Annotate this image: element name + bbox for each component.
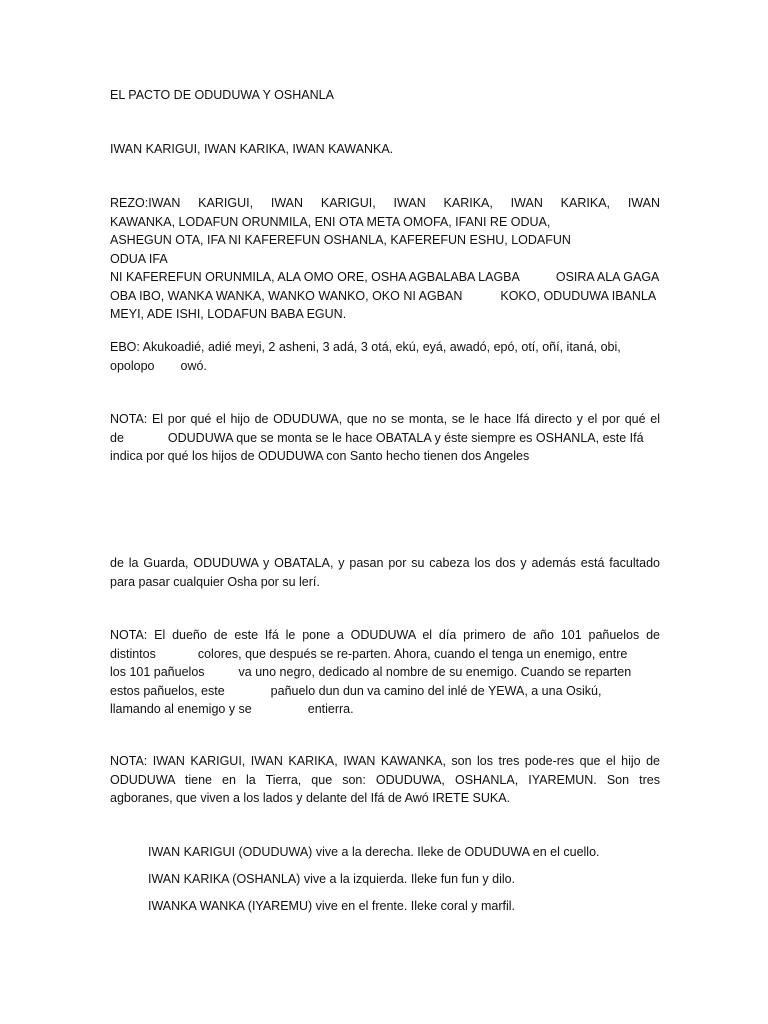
nota-1-text: de [110, 430, 124, 445]
rezo-text: ODUA IFA [110, 251, 168, 266]
rezo-line [110, 231, 660, 268]
nota-2-text: va uno negro, dedicado al nombre de su enemigo. Cuando se reparten [238, 665, 632, 679]
rezo-text: ASHEGUN OTA, IFA NI KAFEREFUN OSHANLA, KAFEREFUN ESHU, LODAFUN [110, 233, 571, 247]
nota-1-line: indica por qué los hijos de ODUDUWA con Santo hecho tienen dos Angeles [110, 449, 530, 463]
nota-2-text: pañuelo dun dun va camino del inlé de YEWA, a una Osikú, [270, 683, 602, 698]
nota-2-line [110, 700, 660, 719]
nota-2-line [110, 645, 660, 664]
nota-1-continuation [110, 554, 660, 591]
rezo-line [110, 268, 660, 287]
list-item: IWANKA WANKA (IYAREMU) vive en el frente. Ileke coral y marfil. [148, 899, 515, 913]
section-subtitle: IWAN KARIGUI, IWAN KARIKA, IWAN KAWANKA. [110, 142, 394, 156]
ebo-text: opolopo [110, 358, 155, 373]
nota-2-text: distintos [110, 646, 156, 661]
nota-2-text: colores, que después se re-parten. Ahora, cuando el tenga un enemigo, entre [197, 646, 628, 661]
rezo-text: NI KAFEREFUN ORUNMILA, ALA OMO ORE, OSHA AGBALABA LAGBA [110, 270, 520, 284]
ebo-line: EBO: Akukoadié, adié meyi, 2 asheni, 3 adá, 3 otá, ekú, eyá, awadó, epó, otí, oñí, itaná, obi, [110, 340, 621, 354]
rezo-text: KOKO, ODUDUWA IBANLA [500, 288, 657, 303]
nota-1-line [110, 429, 660, 448]
ebo-line [110, 357, 660, 376]
nota-1-line: NOTA: El por qué el hijo de ODUDUWA, que no se monta, se le hace Ifá directo y el por qué el [110, 412, 660, 426]
nota-3-line: agboranes, que viven a los lados y delante del Ifá de Awó IRETE SUKA. [110, 791, 511, 805]
nota-1-text: ODUDUWA que se monta se le hace OBATALA y éste siempre es OSHANLA, este Ifá [167, 430, 644, 445]
rezo-line [110, 287, 660, 306]
rezo-line: REZO:IWAN KARIGUI, IWAN KARIGUI, IWAN KARIKA, IWAN KARIKA, IWAN [110, 196, 660, 210]
nota-2-text: los 101 pañuelos [110, 665, 205, 679]
ebo-text: owó. [180, 358, 207, 373]
rezo-text: OBA IBO, WANKA WANKA, WANKO WANKO, OKO NI AGBAN [110, 288, 463, 303]
nota-2-paragraph [110, 626, 660, 719]
nota-3-line: NOTA: IWAN KARIGUI, IWAN KARIKA, IWAN KAWANKA, son los tres pode-res que el hijo de [110, 754, 660, 768]
rezo-paragraph [110, 194, 660, 324]
nota-1-paragraph [110, 410, 660, 466]
nota-2-line [110, 663, 660, 682]
nota-3-line: ODUDUWA tiene en la Tierra, que son: ODUDUWA, OSHANLA, IYAREMUN. Son tres [110, 772, 660, 787]
ebo-paragraph [110, 338, 660, 375]
nota-2-line [110, 682, 660, 701]
list-item: IWAN KARIGUI (ODUDUWA) vive a la derecha. Ileke de ODUDUWA en el cuello. [148, 845, 600, 859]
nota-2-text: llamando al enemigo y se [110, 702, 252, 716]
list-item: IWAN KARIKA (OSHANLA) vive a la izquierda. Ileke fun fun y dilo. [148, 872, 516, 886]
rezo-text: OSIRA ALA GAGA [555, 270, 660, 284]
nota-2-text: entierra. [307, 702, 354, 716]
nota-1-line: de la Guarda, ODUDUWA y OBATALA, y pasan por su cabeza los dos y además está facultado [110, 556, 660, 570]
nota-2-line: NOTA: El dueño de este Ifá le pone a ODUDUWA el día primero de año 101 pañuelos de [110, 628, 660, 642]
nota-2-text: estos pañuelos, este [110, 683, 225, 698]
nota-1-line: para pasar cualquier Osha por su lerí. [110, 574, 320, 589]
nota-3-paragraph [110, 752, 660, 808]
page-title: EL PACTO DE ODUDUWA Y OSHANLA [110, 88, 334, 102]
rezo-line: MEYI, ADE ISHI, LODAFUN BABA EGUN. [110, 307, 347, 321]
rezo-line: KAWANKA, LODAFUN ORUNMILA, ENI OTA META OMOFA, IFANI RE ODUA, [110, 214, 551, 229]
